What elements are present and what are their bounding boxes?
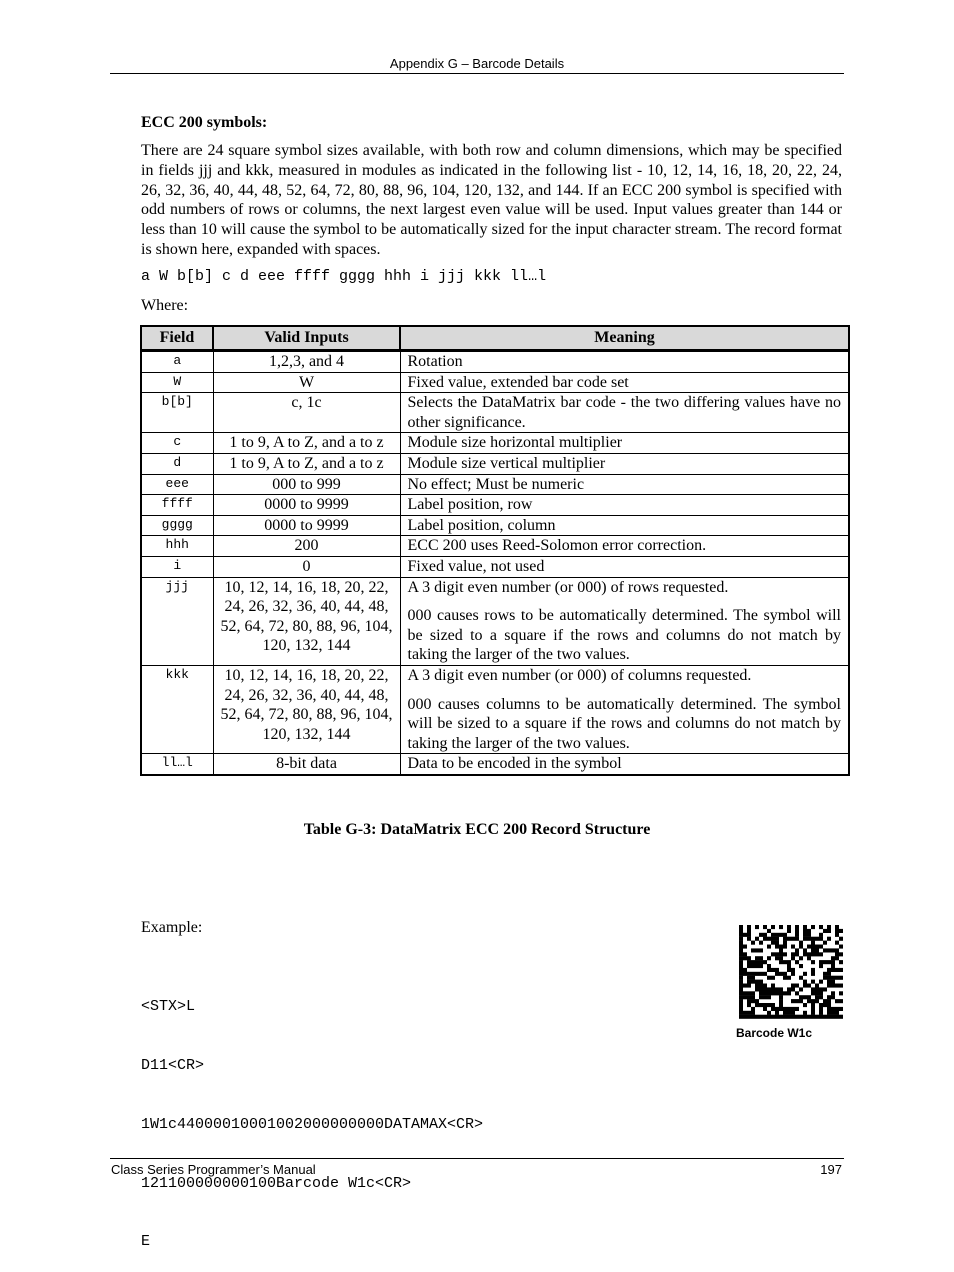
barcode-caption: Barcode W1c	[736, 1026, 813, 1040]
meaning-text: Label position, column	[407, 516, 556, 534]
meaning-cell	[400, 577, 849, 665]
field-cell: kkk	[141, 665, 213, 753]
valid-inputs-cell: 0	[213, 556, 400, 577]
table-row	[141, 495, 849, 516]
valid-inputs-cell: 0000 to 9999	[213, 495, 400, 516]
table-row	[141, 433, 849, 454]
valid-inputs-cell: 0000 to 9999	[213, 515, 400, 536]
meaning-cell	[400, 351, 849, 373]
field-cell: d	[141, 453, 213, 474]
meaning-text: Selects the DataMatrix bar code - the two differing values have no other significance.	[407, 394, 841, 431]
field-cell: hhh	[141, 536, 213, 557]
field-cell: ffff	[141, 495, 213, 516]
valid-inputs-cell: 1 to 9, A to Z, and a to z	[213, 453, 400, 474]
code-line: E	[141, 1233, 151, 1251]
table-row	[141, 754, 849, 775]
table-row	[141, 393, 849, 433]
valid-inputs-cell: 1 to 9, A to Z, and a to z	[213, 433, 400, 454]
field-cell: b[b]	[141, 393, 213, 433]
meaning-text: Fixed value, extended bar code set	[407, 373, 629, 391]
meaning-detail-text: 000 causes rows to be automatically determined. The symbol will be sized to a square if the rows and columns do not match by taking the larger of the two values.	[407, 607, 841, 664]
field-cell: c	[141, 433, 213, 454]
field-cell: jjj	[141, 577, 213, 665]
meaning-text: Fixed value, not used	[407, 557, 545, 575]
footer-rule	[110, 1158, 844, 1159]
meaning-text: Data to be encoded in the symbol	[407, 755, 622, 773]
table-row	[141, 372, 849, 393]
meaning-cell	[400, 515, 849, 536]
table-header-row	[141, 326, 849, 351]
valid-inputs-cell: 200	[213, 536, 400, 557]
header-rule	[110, 73, 844, 74]
valid-inputs-cell: 10, 12, 14, 16, 18, 20, 22, 24, 26, 32, 36, 40, 44, 48, 52, 64, 72, 80, 88, 96, 104, 120, 132, 144	[213, 577, 400, 665]
meaning-cell	[400, 556, 849, 577]
code-line: 121100000000100Barcode W1c<CR>	[141, 1174, 412, 1192]
field-cell: gggg	[141, 515, 213, 536]
meaning-text: A 3 digit even number (or 000) of columns requested.	[407, 666, 752, 684]
field-cell: ll…l	[141, 754, 213, 775]
header-field: Field	[141, 326, 213, 351]
table-row	[141, 577, 849, 665]
field-cell: W	[141, 372, 213, 393]
table-row	[141, 556, 849, 577]
meaning-text: No effect; Must be numeric	[407, 475, 585, 493]
record-structure-table	[140, 325, 850, 776]
section-heading: ECC 200 symbols:	[141, 114, 268, 131]
code-line: 1W1c44000010001002000000000DATAMAX<CR>	[141, 1115, 484, 1133]
meaning-cell	[400, 393, 849, 433]
table-row	[141, 665, 849, 753]
meaning-cell	[400, 372, 849, 393]
meaning-text: ECC 200 uses Reed-Solomon error correction.	[407, 537, 707, 555]
code-line: D11<CR>	[141, 1056, 205, 1074]
meaning-cell	[400, 453, 849, 474]
meaning-cell	[400, 474, 849, 495]
where-label: Where:	[141, 297, 189, 314]
meaning-cell	[400, 665, 849, 753]
meaning-detail-text: 000 causes columns to be automatically determined. The symbol will be sized to a square if the rows and columns do not match by taking the larger of the two values.	[407, 695, 841, 752]
valid-inputs-cell: c, 1c	[213, 393, 400, 433]
footer-page-number: 197	[820, 1162, 842, 1177]
table-caption: Table G-3: DataMatrix ECC 200 Record Structure	[303, 821, 651, 838]
footer-manual-title: Class Series Programmer’s Manual	[111, 1162, 316, 1177]
table-row	[141, 351, 849, 373]
valid-inputs-cell: 1,2,3, and 4	[213, 351, 400, 373]
valid-inputs-cell: W	[213, 372, 400, 393]
record-format: a W b[b] c d eee ffff gggg hhh i jjj kkk ll…l	[141, 268, 547, 285]
valid-inputs-cell: 10, 12, 14, 16, 18, 20, 22, 24, 26, 32, 36, 40, 44, 48, 52, 64, 72, 80, 88, 96, 104, 120, 132, 144	[213, 665, 400, 753]
code-line: <STX>L	[141, 998, 196, 1016]
meaning-cell	[400, 495, 849, 516]
field-cell: i	[141, 556, 213, 577]
example-label: Example:	[141, 919, 203, 936]
valid-inputs-cell: 8-bit data	[213, 754, 400, 775]
datamatrix-barcode-image	[739, 925, 843, 1019]
meaning-text: Module size vertical multiplier	[407, 454, 606, 472]
meaning-text: Label position, row	[407, 496, 533, 514]
valid-inputs-cell: 000 to 999	[213, 474, 400, 495]
table-row	[141, 515, 849, 536]
page-header: Appendix G – Barcode Details	[389, 56, 565, 71]
table-row	[141, 453, 849, 474]
header-valid-inputs: Valid Inputs	[213, 326, 400, 351]
table-row	[141, 474, 849, 495]
meaning-text: A 3 digit even number (or 000) of rows requested.	[407, 578, 729, 596]
meaning-cell	[400, 433, 849, 454]
intro-paragraph: There are 24 square symbol sizes available, with both row and column dimensions, which may be specified in fields jjj and kkk, measured in modules as indicated in the following list - 10, 12, 14, 16, 18, 20, 22, 24, 26, 32, 36, 40, 44, 48, 52, 64, 72, 80, 88, 96, 104, 120, 132, and 144. If an ECC 200 symbol is specified with odd numbers of rows or columns, the next largest even value will be used. Input values greater than 144 or less than 10 will cause the symbol to be automatically sized for the input character stream. The record format is shown here, expanded with spaces.	[141, 142, 842, 258]
table-row	[141, 536, 849, 557]
example-code	[141, 958, 483, 1272]
field-cell: eee	[141, 474, 213, 495]
field-cell: a	[141, 351, 213, 373]
meaning-text: Module size horizontal multiplier	[407, 434, 623, 452]
meaning-cell	[400, 536, 849, 557]
header-meaning: Meaning	[400, 326, 849, 351]
meaning-text: Rotation	[407, 353, 463, 370]
meaning-cell	[400, 754, 849, 775]
